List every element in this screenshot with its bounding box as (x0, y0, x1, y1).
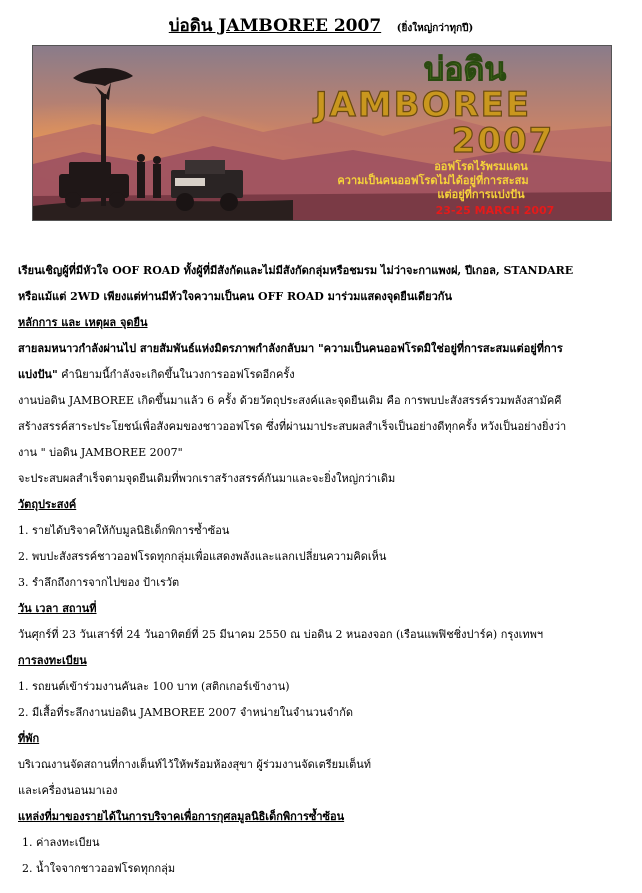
lodging-line-1: บริเวณงานจัดสถานที่กางเต็นท์ไว้ให้พร้อมห้องสุขา ผู้ร่วมงานจัดเตรียมเต็นท์ (18, 758, 371, 771)
intro-line-2: หรือแม้แต่ 2WD เพียงแต่ท่านมีหัวใจความเป็นคน OFF ROAD มาร่วมแสดงจุดยืนเดียวกัน (18, 290, 452, 303)
banner-dates: 23-25 MARCH 2007 (435, 204, 555, 217)
intro-line-1: เรียนเชิญผู้ที่มีหัวใจ OOF ROAD ทั้งผู้ที่มีสังกัดและไม่มีสังกัดกลุ่มหรือชมรม ไม่ว่าจะกาแพงฝ, ปีเกอล, STANDARE (18, 264, 574, 277)
principle-paragraph-2: สร้างสรรค์สาระประโยชน์เพื่อสังคมของชาวออฟโรด ซึ่งที่ผ่านมาประสบผลสำเร็จเป็นอย่างดีทุกครั้ง หวังเป็นอย่างยิ่งว่า (18, 420, 567, 433)
title-subtitle: (ยิ่งใหญ่กว่าทุกปี) (396, 23, 474, 34)
banner-title-thai: บ่อดิน (423, 50, 507, 88)
section-heading-registration: การลงทะเบียน (18, 654, 87, 667)
event-banner (32, 45, 612, 221)
principle-quote-line-2 (18, 362, 628, 388)
banner-tagline-2: ความเป็นคนออฟโรดไม่ได้อยู่ที่การสะสม (337, 174, 529, 187)
section-heading-objectives: วัตถุประสงค์ (18, 498, 77, 511)
registration-item: 2. มีเสื้อที่ระลึกงานบ่อดิน JAMBOREE 2007 จำหน่ายในจำนวนจำกัด (18, 706, 354, 719)
banner-title-jamboree: JAMBOREE (314, 85, 532, 125)
banner-title-year: 2007 (451, 121, 555, 161)
document-title (0, 12, 642, 39)
banner-tagline-1: ออฟโรดไร้พรมแดน (434, 160, 528, 173)
section-heading-lodging: ที่พัก (18, 732, 40, 745)
objective-item: 3. รำลึกถึงการจากไปของ ป้าเรวัต (18, 576, 180, 589)
registration-item: 1. รถยนต์เข้าร่วมงานคันละ 100 บาท (สติกเกอร์เข้างาน) (18, 680, 290, 693)
lodging-line-2: และเครื่องนอนมาเอง (18, 784, 118, 797)
principle-quote-line-1: สายลมหนาวกำลังผ่านไป สายสัมพันธ์แห่งมิตรภาพกำลังกลับมา "ความเป็นคนออฟโรดมิใช่อยู่ที่การสะสมแต่อยู่ที่การ (18, 342, 563, 355)
principle-paragraph-4: จะประสบผลสำเร็จตามจุดยืนเดิมที่พวกเราสร้างสรรค์กันมาและจะยิ่งใหญ่กว่าเดิม (18, 472, 396, 485)
datetime-text: วันศุกร์ที่ 23 วันเสาร์ที่ 24 วันอาทิตย์ที่ 25 มีนาคม 2550 ณ บ่อดิน 2 หนองจอก (เรือนแพฟิชชิ่งปาร์ค) กรุงเทพฯ (18, 628, 544, 641)
title-main: บ่อดิน JAMBOREE 2007 (168, 16, 382, 36)
principle-paragraph-3: งาน " บ่อดิน JAMBOREE 2007" (18, 446, 183, 459)
section-heading-datetime: วัน เวลา สถานที่ (18, 602, 97, 615)
section-heading-principle: หลักการ และ เหตุผล จุดยืน (18, 316, 148, 329)
banner-artwork (33, 46, 611, 220)
section-heading-income: แหล่งที่มาของรายได้ในการบริจาคเพื่อการกุศลมูลนิธิเด็กพิการซ้ำซ้อน (18, 810, 345, 823)
objective-item: 2. พบปะสังสรรค์ชาวออฟโรดทุกกลุ่มเพื่อแสดงพลังและแลกเปลี่ยนความคิดเห็น (18, 550, 387, 563)
document-body (18, 258, 628, 882)
principle-quote-end: แบ่งปัน" (18, 368, 58, 381)
income-item: 1. ค่าลงทะเบียน (22, 836, 100, 849)
objective-item: 1. รายได้บริจาคให้กับมูลนิธิเด็กพิการซ้ำซ้อน (18, 524, 230, 537)
banner-tagline-3: แต่อยู่ที่การแบ่งปัน (437, 188, 525, 201)
income-item: 2. น้ำใจจากชาวออฟโรดทุกกลุ่ม (22, 862, 176, 875)
principle-quote-rest: คำนิยามนี้กำลังจะเกิดขึ้นในวงการออฟโรดอีกครั้ง (57, 368, 295, 381)
principle-paragraph-1: งานบ่อดิน JAMBOREE เกิดขึ้นมาแล้ว 6 ครั้ง ด้วยวัตถุประสงค์และจุดยืนเดิม คือ การพบปะสังสรรค์รวมพลังสามัคคี (18, 394, 562, 407)
